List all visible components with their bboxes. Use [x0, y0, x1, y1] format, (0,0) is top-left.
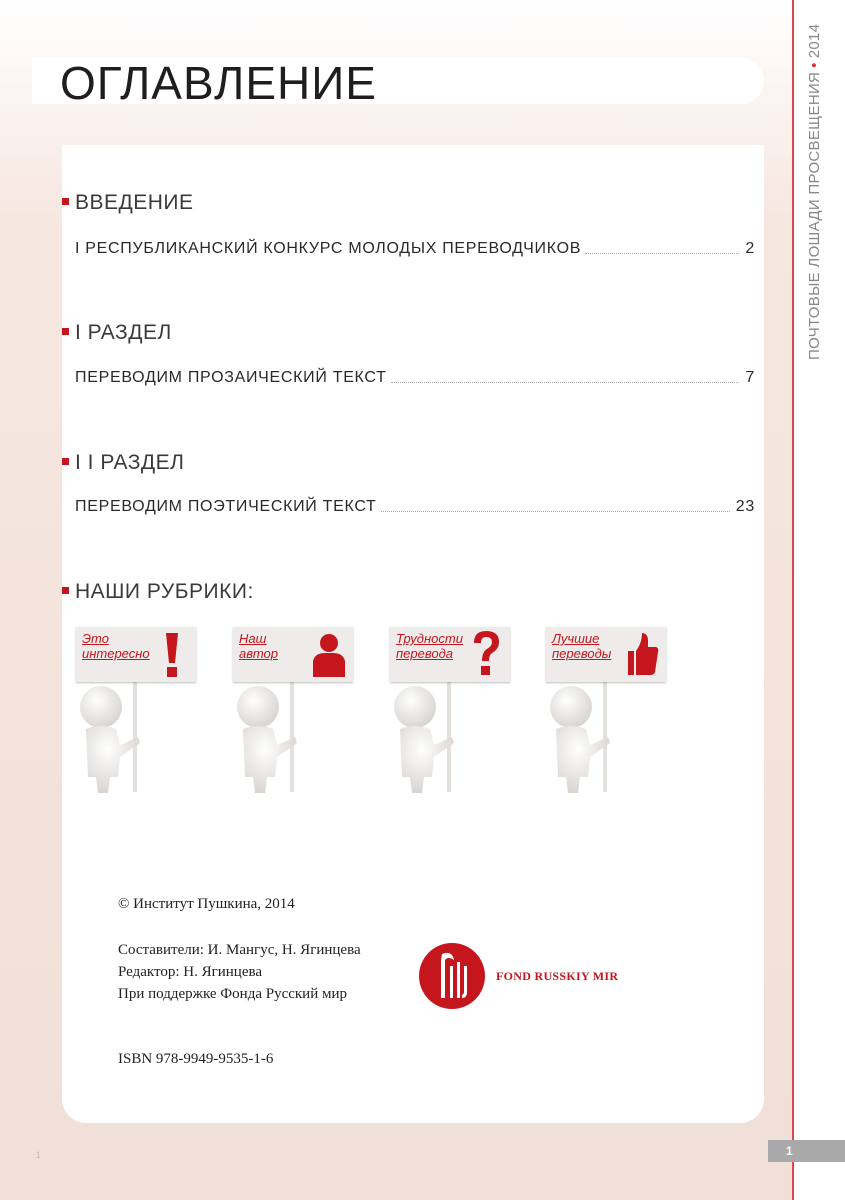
rubric-label-line2: автор — [239, 646, 279, 661]
person-icon — [311, 629, 347, 679]
rubric-sign — [390, 627, 510, 682]
rubric-label — [396, 631, 476, 661]
fond-russkiy-mir-logo-icon — [418, 942, 486, 1010]
dot-leader — [381, 511, 730, 512]
section-heading-text: I РАЗДЕЛ — [75, 321, 172, 344]
running-title — [806, 24, 823, 360]
section-heading-text: I I РАЗДЕЛ — [75, 451, 185, 474]
exclamation-icon — [154, 629, 190, 679]
running-title-bullet: • — [806, 62, 823, 68]
bullet-square-icon — [62, 328, 69, 335]
page-number: 1 — [786, 1144, 793, 1158]
toc-entry-title[interactable]: ПЕРЕВОДИМ ПОЭТИЧЕСКИЙ ТЕКСТ — [75, 498, 377, 515]
bullet-square-icon — [62, 458, 69, 465]
toc-entry-title[interactable]: ПЕРЕВОДИМ ПРОЗАИЧЕСКИЙ ТЕКСТ — [75, 369, 387, 386]
rubric-label-line1: Наш — [239, 631, 267, 646]
rubric-label-line2: переводы — [552, 646, 612, 661]
toc-page-number[interactable]: 2 — [745, 240, 755, 257]
rubric-label-line2: интересно — [82, 646, 150, 661]
toc-page-number[interactable]: 7 — [745, 369, 755, 386]
section-heading-intro — [62, 191, 194, 215]
section-heading-part-1 — [62, 321, 172, 345]
toc-page-number[interactable]: 23 — [735, 498, 755, 515]
dot-leader — [585, 253, 739, 254]
rubric-label-line1: Лучшие — [552, 631, 600, 646]
bullet-square-icon — [62, 198, 69, 205]
rubric-label-line2: перевода — [396, 646, 453, 661]
page-number-tab — [768, 1140, 845, 1162]
figure-icon — [546, 685, 616, 797]
rubric-sign — [546, 627, 666, 682]
rubric-our-author — [233, 627, 358, 797]
rubric-label — [82, 631, 162, 661]
isbn-text: ISBN 978-9949-9535-1-6 — [118, 1051, 274, 1067]
running-title-text: ПОЧТОВЫЕ ЛОШАДИ ПРОСВЕЩЕНИЯ — [806, 71, 823, 360]
section-heading-text: НАШИ РУБРИКИ: — [75, 580, 254, 603]
rubric-label-line1: Трудности — [396, 631, 463, 646]
dot-leader — [391, 382, 740, 383]
rubric-label-line1: Это — [82, 631, 109, 646]
side-red-line — [792, 0, 794, 1200]
section-heading-text: ВВЕДЕНИЕ — [75, 191, 194, 214]
logo-text: FOND RUSSKIY MIR — [496, 969, 619, 983]
figure-icon — [233, 685, 303, 797]
rubric-label — [239, 631, 319, 661]
support-text: При поддержке Фонда Русский мир — [118, 986, 347, 1002]
editor-text: Редактор: Н. Ягинцева — [118, 964, 263, 980]
running-title-year: 2014 — [806, 23, 823, 59]
figure-icon — [390, 685, 460, 797]
rubric-translation-difficulties — [390, 627, 515, 797]
rubric-sign — [233, 627, 353, 682]
figure-icon — [76, 685, 146, 797]
thumbs-up-icon — [624, 629, 660, 679]
question-icon — [468, 629, 504, 679]
rubric-label — [552, 631, 632, 661]
page-title: ОГЛАВЛЕНИЕ — [60, 57, 377, 109]
toc-entry-title[interactable]: I РЕСПУБЛИКАНСКИЙ КОНКУРС МОЛОДЫХ ПЕРЕВОДЧИКОВ — [75, 240, 582, 257]
bullet-square-icon — [62, 587, 69, 594]
rubric-interesting — [76, 627, 201, 797]
copyright-text: © Институт Пушкина, 2014 — [118, 896, 295, 912]
rubrics-heading — [62, 580, 254, 604]
toc-entry[interactable] — [75, 365, 755, 387]
compilers-text: Составители: И. Мангус, Н. Ягинцева — [118, 942, 361, 958]
rubric-best-translations — [546, 627, 671, 797]
toc-entry[interactable] — [75, 494, 755, 516]
toc-entry[interactable] — [75, 236, 755, 258]
rubric-sign — [76, 627, 196, 682]
section-heading-part-2 — [62, 451, 184, 475]
small-page-number: 1 — [36, 1150, 42, 1160]
